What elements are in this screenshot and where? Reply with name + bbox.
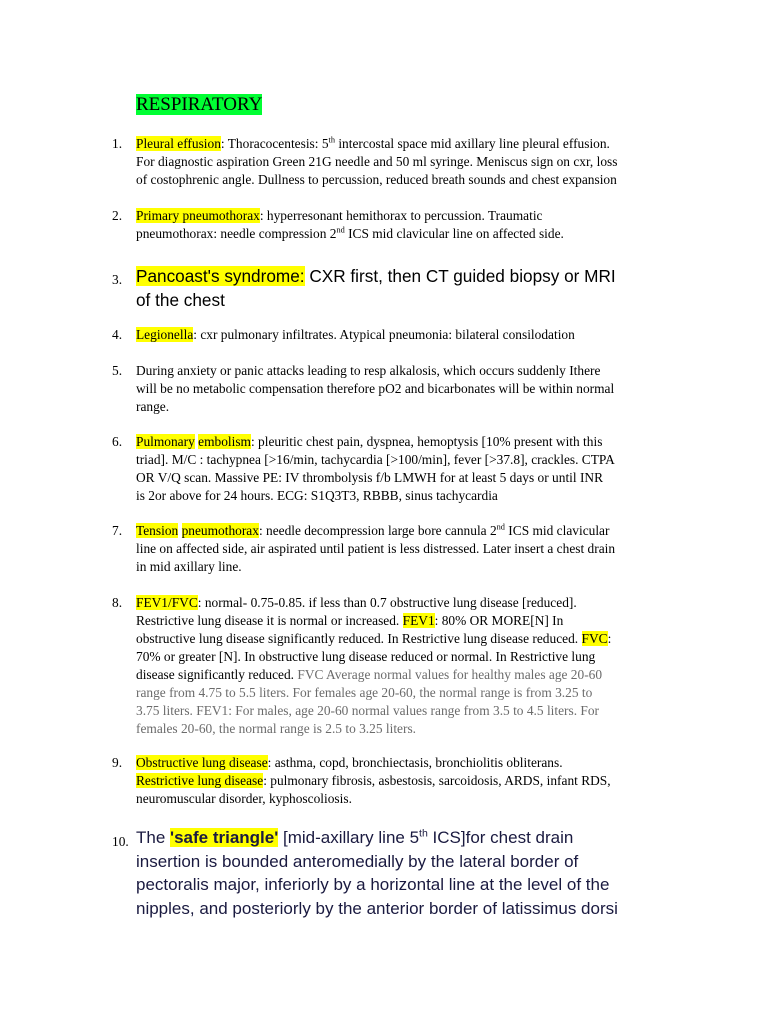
item-text: [mid-axillary line 5 [278,828,420,847]
item-line: line on affected side, air aspirated until patient is less distressed. Later insert a chest drain [136,541,616,556]
item-line: insertion is bounded anteromedially by the lateral border of [136,851,579,871]
list-item-1 [112,135,678,189]
item-line: of the chest [136,290,225,310]
list-item-5 [112,362,678,416]
item-number: 8. [112,595,123,610]
superscript: th [328,135,335,145]
list-item-7 [112,522,678,576]
highlight-term: FEV1 [402,613,435,628]
item-text: : asthma, copd, bronchiectasis, bronchiolitis obliterans. [267,755,563,770]
item-number: 7. [112,523,123,538]
item-line: nipples, and posteriorly by the anterior border of latissimus dorsi [136,898,618,918]
item-number: 2. [112,208,123,223]
item-text: : hyperresonant hemithorax to percussion. Traumatic [259,208,543,223]
item-line: of costophrenic angle. Dullness to percussion, reduced breath sounds and chest expansion [136,172,617,187]
item-text-gray: FVC Average normal values for healthy males age 20-60 [294,667,603,682]
item-text: ICS mid clavicular line on affected side. [344,226,564,241]
list-item-8 [112,594,678,738]
item-text: CXR first, then CT guided biopsy or MRI [304,266,616,286]
highlight-term: 'safe triangle' [170,828,279,847]
item-line: pectoralis major, inferiorly by a horizontal line at the level of the [136,875,610,894]
item-line: OR V/Q scan. Massive PE: IV thrombolysis f/b LMWH for at least 5 days or until INR [136,470,604,485]
item-text: The [136,828,171,847]
highlight-term: Tension [136,523,179,538]
highlight-term: pneumothorax [181,523,259,538]
item-line: is 2or above for 24 hours. ECG: S1Q3T3, RBBB, sinus tachycardia [136,488,498,503]
highlight-term: Restrictive lung disease [136,773,264,788]
item-line: range. [136,399,170,414]
list-item-9 [112,754,678,808]
item-text: : 80% OR MORE[N] In [434,613,564,628]
item-text: : pulmonary fibrosis, asbestosis, sarcoidosis, ARDS, infant RDS, [263,773,611,788]
highlight-term: embolism [198,434,251,449]
item-text: disease significantly reduced. [136,667,295,682]
highlight-term: Pulmonary [136,434,195,449]
item-line-gray: 3.75 liters. FEV1: For males, age 20-60 normal values range from 3.5 to 4.5 liters. For [136,703,600,718]
item-number: 1. [112,136,123,151]
item-text: : needle decompression large bore cannula 2 [258,523,497,538]
item-text: : cxr pulmonary infiltrates. Atypical pneumonia: bilateral consilodation [193,327,575,342]
highlight-term: Pleural effusion [136,136,221,151]
list-item-3 [112,264,678,312]
item-number: 5. [112,363,123,378]
item-number: 6. [112,434,123,449]
superscript: th [419,827,428,840]
item-text: : Thoracocentesis: 5 [220,136,329,151]
item-number: 4. [112,327,123,342]
item-text: ICS]for chest drain [427,828,574,847]
item-line: During anxiety or panic attacks leading to resp alkalosis, which occurs suddenly Ithere [136,363,601,378]
item-line-gray: range from 4.75 to 5.5 liters. For females age 20-60, the normal range is from 3.25 to [136,685,593,700]
item-text: ICS mid clavicular [504,523,610,538]
item-text: pneumothorax: needle compression 2 [136,226,337,241]
title-highlight: RESPIRATORY [136,94,263,115]
highlight-term: Obstructive lung disease [136,755,268,770]
list-item-6 [112,433,678,505]
item-text: Restrictive lung disease it is normal or increased. [136,613,400,628]
highlight-term: Primary pneumothorax [136,208,260,223]
list-item-10 [112,826,678,920]
list-item-2 [112,207,678,243]
item-line: triad]. M/C : tachypnea [>16/min, tachycardia [>100/min], fever [>37.8], crackles. CTPA [136,452,615,467]
item-text: : pleuritic chest pain, dyspnea, hemoptysis [10% present with this [250,434,603,449]
item-line: 70% or greater [N]. In obstructive lung disease reduced or normal. In Restrictive lung [136,649,596,664]
item-line: neuromuscular disorder, kyphoscoliosis. [136,791,352,806]
item-text: intercostal space mid axillary line pleural effusion. [334,136,610,151]
item-line: in mid axillary line. [136,559,242,574]
item-line: will be no metabolic compensation therefore pO2 and bicarbonates will be within normal [136,381,615,396]
highlight-term: Legionella [136,327,194,342]
item-line-gray: females 20-60, the normal range is 2.5 to 3.25 liters. [136,721,417,736]
highlight-term: FEV1/FVC [136,595,198,610]
item-number: 9. [112,755,123,770]
page-title [136,94,262,116]
item-text: : normal- 0.75-0.85. if less than 0.7 obstructive lung disease [reduced]. [197,595,577,610]
item-number: 10. [112,834,129,849]
item-text: obstructive lung disease significantly reduced. In Restrictive lung disease reduced. [136,631,579,646]
superscript: nd [336,225,345,235]
list-item-4 [112,326,678,344]
superscript: nd [496,522,505,532]
item-line: For diagnostic aspiration Green 21G needle and 50 ml syringe. Meniscus sign on cxr, loss [136,154,618,169]
highlight-term: Pancoast's syndrome: [136,266,305,286]
item-text: : [607,631,612,646]
item-number: 3. [112,272,123,287]
highlight-term: FVC [581,631,608,646]
